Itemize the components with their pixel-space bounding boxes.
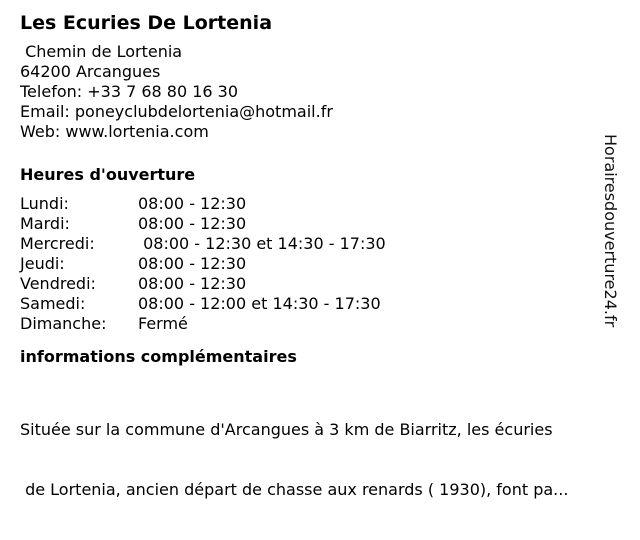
day-label: Lundi:: [20, 194, 69, 213]
info-description: [20, 380, 620, 540]
day-label: Jeudi:: [20, 254, 65, 273]
hours-row-lundi: [20, 194, 620, 214]
info-heading: informations complémentaires: [20, 347, 297, 366]
day-label: Dimanche:: [20, 314, 107, 333]
time-value: 08:00 - 12:30: [138, 214, 247, 233]
hours-row-mardi: [20, 214, 620, 234]
hours-table: [20, 194, 620, 334]
phone: Telefon: +33 7 68 80 16 30: [20, 82, 239, 101]
hours-row-dimanche: [20, 314, 620, 334]
time-value: 08:00 - 12:00 et 14:30 - 17:30: [138, 294, 381, 313]
hours-row-mercredi: [20, 234, 620, 254]
time-value: 08:00 - 12:30: [138, 194, 247, 213]
city: 64200 Arcangues: [20, 62, 161, 81]
hours-row-jeudi: [20, 254, 620, 274]
time-value: Fermé: [138, 314, 188, 333]
hours-row-samedi: [20, 294, 620, 314]
day-label: Samedi:: [20, 294, 86, 313]
hours-row-vendredi: [20, 274, 620, 294]
page-title: Les Ecuries De Lortenia: [20, 12, 273, 34]
day-label: Vendredi:: [20, 274, 96, 293]
address-block: [20, 42, 620, 142]
website: Web: www.lortenia.com: [20, 122, 209, 141]
description-line: de Lortenia, ancien départ de chasse aux renards ( 1930), font pa...: [20, 480, 569, 499]
street: Chemin de Lortenia: [20, 42, 183, 61]
day-label: Mardi:: [20, 214, 70, 233]
time-value: 08:00 - 12:30: [138, 274, 247, 293]
email: Email: poneyclubdelortenia@hotmail.fr: [20, 102, 333, 121]
hours-heading: Heures d'ouverture: [20, 165, 196, 184]
time-value: 08:00 - 12:30 et 14:30 - 17:30: [138, 234, 386, 253]
watermark-text: Horairesdouverture24.fr: [601, 134, 620, 328]
day-label: Mercredi:: [20, 234, 95, 253]
business-listing: [20, 10, 620, 540]
description-line: Située sur la commune d'Arcangues à 3 km de Biarritz, les écuries: [20, 420, 553, 439]
time-value: 08:00 - 12:30: [138, 254, 247, 273]
